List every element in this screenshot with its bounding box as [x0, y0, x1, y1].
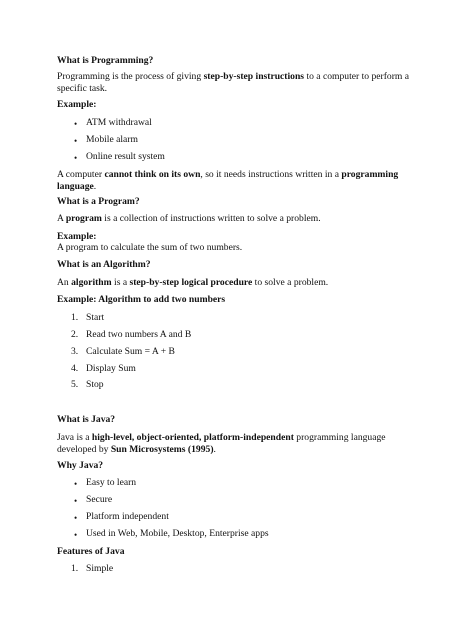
- bullet-icon: •: [74, 153, 78, 163]
- text: Java is a: [57, 432, 92, 443]
- example-label: Example:: [57, 99, 97, 110]
- bullet-icon: •: [74, 136, 78, 146]
- heading-what-is-java: What is Java?: [57, 414, 116, 425]
- list-number: 3.: [71, 346, 79, 357]
- list-item: Online result system: [86, 151, 165, 162]
- example-text: A program to calculate the sum of two numbers.: [57, 242, 243, 253]
- list-item: Secure: [86, 494, 113, 505]
- bold-text: Sun Microsystems (1995): [110, 444, 214, 455]
- list-item: ATM withdrawal: [86, 117, 152, 128]
- list-item: Mobile alarm: [86, 134, 138, 145]
- list-number: 2.: [71, 329, 79, 340]
- heading-what-is-an-algorithm: What is an Algorithm?: [57, 259, 151, 270]
- bold-text: high-level, object-oriented, platform-independent: [91, 432, 294, 443]
- paragraph-java-definition: [57, 432, 424, 456]
- text: A: [57, 213, 66, 224]
- example-label: Example:: [57, 231, 97, 242]
- bold-text: cannot think on its own: [104, 169, 201, 180]
- paragraph-algorithm-definition: [57, 277, 424, 289]
- heading-features-of-java: Features of Java: [57, 546, 125, 557]
- text: A computer: [57, 169, 105, 180]
- list-item: Used in Web, Mobile, Desktop, Enterprise apps: [86, 528, 269, 539]
- list-number: 4.: [71, 363, 79, 374]
- text: .: [93, 181, 97, 192]
- text: programming language developed by: [57, 432, 386, 455]
- list-number: 5.: [71, 379, 79, 390]
- bold-text: program: [65, 213, 102, 224]
- text: is a: [111, 277, 130, 288]
- example-heading: Example: Algorithm to add two numbers: [57, 294, 226, 305]
- list-item: Easy to learn: [86, 477, 137, 488]
- bullet-icon: •: [74, 513, 78, 523]
- heading-why-java: Why Java?: [57, 460, 104, 471]
- text: is a collection of instructions written to solve a problem.: [101, 213, 321, 224]
- bold-text: algorithm: [71, 277, 112, 288]
- heading-what-is-a-program: What is a Program?: [57, 196, 140, 207]
- list-item: Platform independent: [86, 511, 169, 522]
- text: An: [57, 277, 72, 288]
- bullet-icon: •: [74, 479, 78, 489]
- list-item: Stop: [86, 379, 104, 390]
- text: Programming is the process of giving: [57, 71, 204, 82]
- bullet-icon: •: [74, 119, 78, 129]
- list-item: Read two numbers A and B: [86, 329, 192, 340]
- list-item: Start: [86, 312, 105, 323]
- text: .: [213, 444, 216, 455]
- text: to solve a problem.: [252, 277, 329, 288]
- text: , so it needs instructions written in a: [200, 169, 342, 180]
- paragraph-program-definition: [57, 213, 424, 225]
- list-item: Calculate Sum = A + B: [86, 346, 175, 357]
- text: to a computer to perform a specific task.: [57, 71, 410, 94]
- paragraph-computer-instructions: [57, 169, 424, 193]
- list-item: Display Sum: [86, 363, 136, 374]
- bold-text: step-by-step logical procedure: [129, 277, 253, 288]
- paragraph-programming-definition: [57, 71, 424, 95]
- bold-text: programming language: [57, 169, 399, 192]
- list-number: 1.: [71, 312, 79, 323]
- heading-what-is-programming: What is Programming?: [57, 55, 154, 66]
- bold-text: step-by-step instructions: [203, 71, 305, 82]
- list-item: Simple: [86, 563, 114, 574]
- list-number: 1.: [71, 563, 79, 574]
- bullet-icon: •: [74, 496, 78, 506]
- bullet-icon: •: [74, 530, 78, 540]
